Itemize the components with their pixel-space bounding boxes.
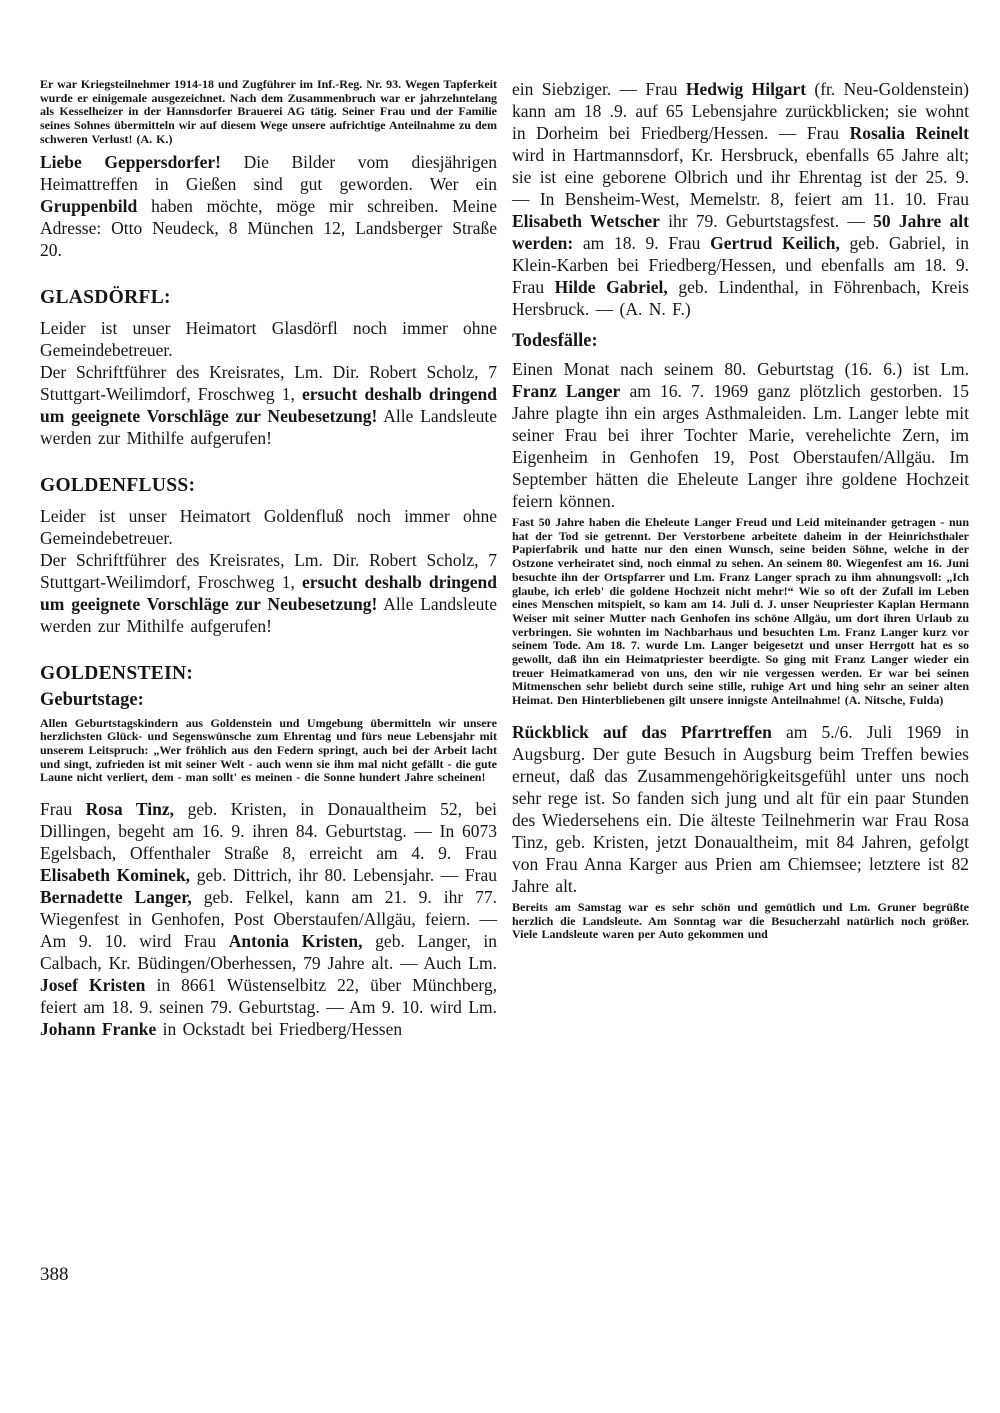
text-run: in 8661 Wüstenselbitz 22, über Münchberg, feiert am 18. 9. seinen 79. Geburtstag. — Am 9. 10. wird Lm.	[40, 975, 497, 1018]
bold-text-run: Bernadette Langer,	[40, 887, 192, 908]
text-run: Der Schriftführer des Kreisrates, Lm. Dir. Robert Scholz, 7 Stuttgart-Weilimdorf, Froschweg 1,	[40, 361, 497, 404]
text-run: geb. Lindenthal, in Föhrenbach, Kreis Hersbruck. — (A. N. F.)	[512, 277, 969, 319]
text-run: Der Schriftführer des Kreisrates, Lm. Dir. Robert Scholz, 7 Stuttgart-Weilimdorf, Froschweg 1,	[40, 549, 497, 592]
page-number: 388	[40, 1264, 69, 1285]
bold-text-run: Johann Franke	[40, 1019, 157, 1040]
bold-text-run: Gruppenbild	[40, 195, 138, 216]
right-column	[512, 78, 969, 942]
text-run: ein Siebziger. — Frau	[512, 79, 686, 99]
bold-text-run: Gertrud Keilich,	[710, 233, 840, 253]
section-heading-goldenstein: GOLDENSTEIN:	[40, 662, 194, 684]
bold-text-run: Franz Langer	[512, 381, 621, 401]
text-run: Alle Landsleute werden zur Mithilfe aufgerufen!	[40, 593, 497, 636]
text-run: Einen Monat nach seinem 80. Geburtstag (16. 6.) ist Lm.	[512, 359, 969, 379]
text-columns	[40, 78, 970, 1040]
text-run: geb. Gabriel, in Klein-Karben bei Friedberg/Hessen, und ebenfalls am 18. 9. Frau	[512, 233, 969, 297]
text-run: wird in Hartmannsdorf, Kr. Hersbruck, ebenfalls 65 Jahre alt; sie ist eine geborene Olbrich und ihr Ehrentag ist der 25. 9. — In Bensheim-West, Memelstr. 8, feiert am 11. 10. Frau	[512, 145, 969, 209]
bold-text-run: Josef Kristen	[40, 975, 146, 996]
text-run: geb. Langer, in Calbach, Kr. Büdingen/Oberhessen, 79 Jahre alt. — Auch Lm.	[40, 931, 497, 974]
section-heading-goldenfluss: GOLDENFLUSS:	[40, 474, 196, 496]
glasdoerfl-appeal-paragraph	[40, 361, 497, 449]
bold-text-run: Elisabeth Wetscher	[512, 211, 660, 231]
text-run: Die Bilder vom diesjährigen Heimattreffen in Gießen sind gut geworden. Wer ein	[40, 151, 497, 194]
birthday-list-continued-paragraph	[512, 78, 969, 320]
geppersdorf-note-paragraph	[40, 151, 497, 261]
text-run: in Ockstadt bei Friedberg/Hessen	[156, 1019, 403, 1040]
text-run: Alle Landsleute werden zur Mithilfe aufgerufen!	[40, 405, 497, 448]
text-run: am 18. 9. Frau	[573, 233, 711, 253]
text-run: (fr. Neu-Goldenstein) kann am 18 .9. auf 65 Lebensjahre zurückblicken; sie wohnt in Dorheim bei Friedberg/Hessen. — Frau	[512, 79, 970, 143]
goldenfluss-appeal-paragraph	[40, 549, 497, 637]
pfarrtreffen-review-paragraph	[512, 721, 969, 897]
text-run: geb. Dittrich, ihr 80. Lebensjahr. — Frau	[190, 865, 497, 886]
bold-text-run: Liebe Geppersdorfer!	[40, 151, 222, 172]
text-run: am 16. 7. 1969 ganz plötzlich gestorben. 15 Jahre plagte ihn ein arges Asthmaleiden. Lm. Langer lebte mit seiner Frau bei ihrer Tochter Marie, verehelichte Zern, im Eigenheim in Genhofen 19, Post Oberstaufen/Allgäu. Im September hätten die Eheleute Langer ihre goldene Hochzeit feiern können.	[512, 381, 969, 511]
section-heading-glasdoerfl: GLASDÖRFL:	[40, 286, 171, 308]
left-column	[40, 78, 497, 1040]
subheading-geburtstage: Geburtstage:	[40, 689, 144, 710]
bold-text-run: ersucht deshalb dringend um geeignete Vorschläge zur Neubesetzung!	[40, 571, 498, 614]
bold-text-run: 50 Jahre alt werden:	[512, 211, 969, 253]
bold-text-run: Antonia Kristen,	[228, 931, 363, 952]
glasdoerfl-vacancy-paragraph: Leider ist unser Heimatort Glasdörfl noch immer ohne Gemeindebetreuer.	[40, 317, 497, 360]
text-run: Frau	[40, 799, 86, 820]
langer-obituary-paragraph	[512, 358, 969, 512]
bold-text-run: Hilde Gabriel,	[554, 277, 668, 297]
bold-text-run: ersucht deshalb dringend um geeignete Vorschläge zur Neubesetzung!	[40, 383, 498, 426]
bold-text-run: Rückblick auf das Pfarrtreffen	[512, 721, 772, 742]
bold-text-run: Hedwig Hilgart	[685, 79, 807, 99]
pfarrtreffen-review-detail-paragraph: Bereits am Samstag war es sehr schön und gemütlich und Lm. Gruner begrüßte herzlich die Landsleute. Am Sonntag war die Besucherzahl natürlich noch größer. Viele Landsleute waren per Auto gekommen und	[512, 899, 969, 942]
text-run: am 5./6. Juli 1969 in Augsburg. Der gute Besuch in Augsburg beim Treffen bewies erneut, daß das Zusammengehörigkeitsgefühl unter uns noch sehr rege ist. So fanden sich jung und alt für ein paar Stunden des Wiedersehens ein. Die älteste Teilnehmerin war Frau Rosa Tinz, geb. Kristen, jetzt Donaualtheim, mit 84 Jahren, gefolgt von Frau Anna Karger aus Prien am Chiemsee; letztere ist 82 Jahre alt.	[512, 721, 969, 896]
text-run: ihr 79. Geburtstagsfest. —	[659, 211, 874, 231]
birthday-list-paragraph	[40, 798, 497, 1040]
obituary-closing-paragraph: Er war Kriegsteilnehmer 1914-18 und Zugführer im Inf.-Reg. Nr. 93. Wegen Tapferkeit wurde er einigemale ausgezeichnet. Nach dem Zusammenbruch war er jahrzehntelang als Kesselheizer in der Hannsdorfer Brauerei AG tätig. Seiner Frau und der Familie seines Sohnes übermitteln wir auf diesem Wege unsere aufrichtige Anteilnahme zu dem schweren Verlust! (A. K.)	[40, 77, 497, 146]
bold-text-run: Elisabeth Kominek,	[40, 865, 191, 886]
subheading-todesfaelle: Todesfälle:	[512, 331, 598, 351]
text-run: haben möchte, möge mir schreiben. Meine Adresse: Otto Neudeck, 8 München 12, Landsberger Straße 20.	[40, 195, 497, 260]
bold-text-run: Rosa Tinz,	[85, 799, 174, 820]
birthday-greeting-paragraph: Allen Geburtstagskindern aus Goldenstein und Umgebung übermitteln wir unsere herzlichsten Glück- und Segenswünsche zum Ehrentag und fürs neue Lebensjahr mit unserem Leitspruch: „Wer fröhlich aus den Federn springt, auch bei der Arbeit lacht und singt, zufrieden ist mit seiner Welt - auch wenn sie ihm mal nicht gefällt - die gute Laune nicht verliert, dem - man sollt' es meinen - die Sonne hundert Jahre scheinen!	[40, 715, 497, 785]
goldenfluss-vacancy-paragraph: Leider ist unser Heimatort Goldenfluß noch immer ohne Gemeindebetreuer.	[40, 505, 497, 548]
text-run: geb. Kristen, in Donaualtheim 52, bei Dillingen, begeht am 16. 9. ihren 84. Geburtstag. — In 6073 Egelsbach, Offenthaler Straße 8, erreicht am 4. 9. Frau	[40, 799, 498, 864]
bold-text-run: Rosalia Reinelt	[849, 123, 969, 143]
text-run: geb. Felkel, kann am 21. 9. ihr 77. Wiegenfest in Genhofen, Post Oberstaufen/Allgäu, feiern. — Am 9. 10. wird Frau	[40, 887, 497, 952]
langer-obituary-detail-paragraph: Fast 50 Jahre haben die Eheleute Langer Freud und Leid miteinander getragen - nun hat der Tod sie getrennt. Der Verstorbene arbeitete daheim in der Heinrichsthaler Papierfabrik und hatte nur den einen Wunsch, seine beiden Söhne, welche in der Ostzone verheiratet sind, noch einmal zu sehen. An seinem 80. Wiegenfest am 16. Juni besuchte ihn der Ortspfarrer und Lm. Franz Langer sprach zu ihm ahnungsvoll: „Ich glaube, ich erleb' die goldene Hochzeit nicht mehr!“ Wie so oft der Zufall im Leben eines Menschen mitspielt, so kam am 14. Juli d. J. unser Neupriester Kaplan Hermann Weiser mit seiner Mutter nach Genhofen ins schöne Allgäu, um dort ihren Urlaub zu verbringen. Sie wohnten im Nachbarhaus und besuchten Lm. Franz Langer kurz vor seinem Tode. Am 18. 7. wurde Lm. Langer beigesetzt und unser Herrgott hat es so gewollt, daß ihn ein Heimatpriester beerdigte. So ging mit Franz Langer wieder ein treuer Heimatkamerad von uns, den wir nie vergessen werden. Er war bei seinen Mitmenschen sehr beliebt durch seine stille, ruhige Art und hing sehr an seiner alten Heimat. Den Hinterbliebenen gilt unsere innigste Anteilnahme! (A. Nitsche, Fulda)	[512, 515, 969, 708]
